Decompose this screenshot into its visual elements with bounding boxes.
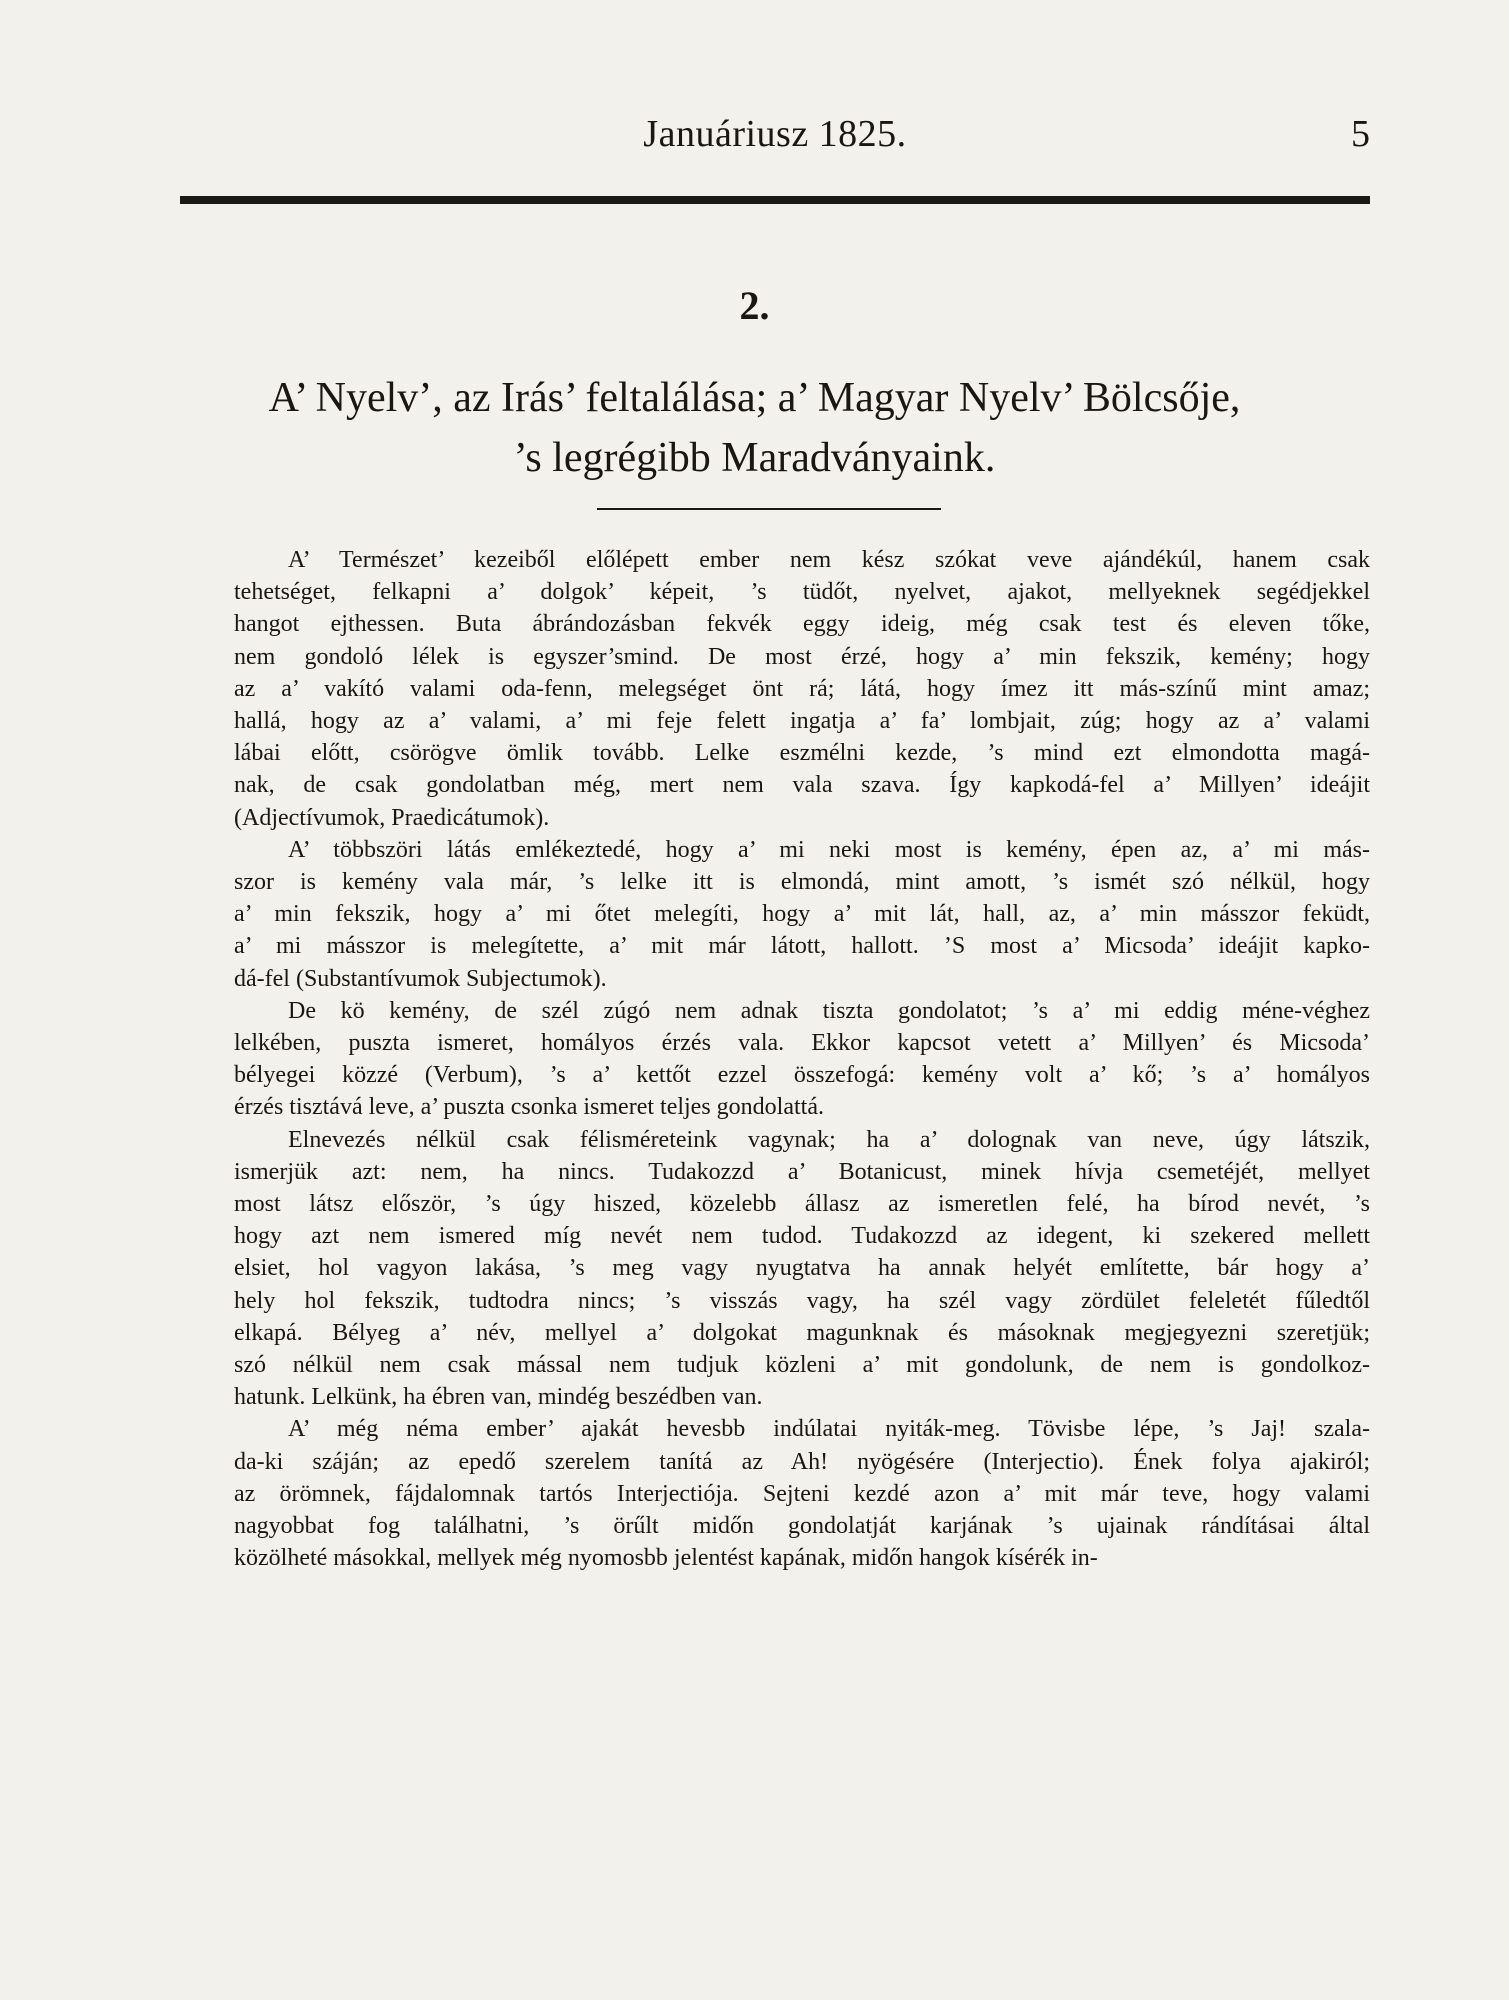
paragraph [180, 1124, 1370, 1414]
text-line: szor is kemény vala már, ’s lelke itt is elmondá, mint amott, ’s ismét szó nélkül, hogy [234, 869, 1370, 896]
text-line: az örömnek, fájdalomnak tartós Interjectiója. Sejteni kezdé azon a’ mit már teve, hogy valami [234, 1480, 1370, 1507]
text-line: (Adjectívumok, Praedicátumok). [234, 804, 550, 831]
text-line: érzés tisztává leve, a’ puszta csonka ismeret teljes gondolattá. [234, 1094, 824, 1121]
text-line: hangot ejthessen. Buta ábrándozásban fekvék eggy ideig, még csak test és eleven tőke, [234, 611, 1370, 638]
article-title-line-1: A’ Nyelv’, az Irás’ feltalálása; a’ Magyar Nyelv’ Bölcsője, [268, 375, 1241, 421]
text-line: a’ mi másszor is melegítette, a’ mit már látott, hallott. ’S most a’ Micsoda’ ideájit kapko- [234, 933, 1370, 960]
running-head [180, 112, 1370, 162]
paragraph [180, 1413, 1370, 1574]
text-line: ismerjük azt: nem, ha nincs. Tudakozzd a’ Botanicust, minek hívja csemetéjét, mellyet [234, 1158, 1370, 1185]
text-line: most látsz először, ’s úgy hiszed, közelebb állasz az ismeretlen felé, ha bírod nevét, ’s [234, 1191, 1370, 1218]
paragraph [180, 834, 1370, 995]
text-line: hallá, hogy az a’ valami, a’ mi feje felett ingatja a’ fa’ lombjait, zúg; hogy az a’ valami [234, 708, 1370, 735]
text-line: közölheté másokkal, mellyek még nyomosbb jelentést kapának, midőn hangok kísérék in- [234, 1545, 1098, 1572]
text-line: da-ki száján; az epedő szerelem tanítá az Ah! nyögésére (Interjectio). Ének folya ajakiról; [234, 1448, 1370, 1475]
text-line: Elnevezés nélkül csak félisméreteink vagynak; ha a’ dolognak van neve, úgy látszik, [288, 1126, 1370, 1153]
page-number: 5 [1351, 113, 1370, 155]
text-line: szó nélkül nem csak mással nem tudjuk közleni a’ mit gondolunk, de nem is gondolkoz- [234, 1352, 1370, 1379]
text-line: nem gondoló lélek is egyszer’smind. De most érzé, hogy a’ min fekszik, kemény; hogy [234, 643, 1370, 670]
text-line: lelkében, puszta ismeret, homályos érzés vala. Ekkor kapcsot vetett a’ Millyen’ és Micsoda’ [234, 1030, 1370, 1057]
text-line: nagyobbat fog találhatni, ’s örűlt midőn gondolatját karjának ’s ujainak rándításai által [234, 1513, 1370, 1540]
section-number: 2. [739, 283, 770, 328]
text-line: a’ min fekszik, hogy a’ mi őtet melegíti, hogy a’ mit lát, hall, az, a’ min másszor feküdt, [234, 901, 1370, 928]
text-line: lábai előtt, csörögve ömlik tovább. Lelke eszmélni kezde, ’s mind ezt elmondotta magá- [234, 740, 1370, 767]
text-line: tehetséget, felkapni a’ dolgok’ képeit, ’s tüdőt, nyelvet, ajakot, mellyeknek segédjekkel [234, 579, 1370, 606]
title-rule [597, 508, 941, 510]
article-title [150, 368, 1359, 488]
text-line: bélyegei közzé (Verbum), ’s a’ kettőt ezzel összefogá: kemény volt a’ kő; ’s a’ homályos [234, 1062, 1370, 1089]
text-line: dá-fel (Substantívumok Subjectumok). [234, 965, 607, 992]
text-line: elkapá. Bélyeg a’ név, mellyel a’ dolgokat magunknak és másoknak megjegyezni szeretjük; [234, 1319, 1370, 1346]
paragraph [180, 544, 1370, 834]
text-line: A’ még néma ember’ ajakát hevesbb indúlatai nyiták-meg. Tövisbe lépe, ’s Jaj! szala- [288, 1416, 1370, 1443]
text-line: De kö kemény, de szél zúgó nem adnak tiszta gondolatot; ’s a’ mi eddig méne-véghez [288, 997, 1370, 1024]
text-line: hatunk. Lelkünk, ha ébren van, mindég beszédben van. [234, 1384, 763, 1411]
paragraph [180, 995, 1370, 1124]
text-line: nak, de csak gondolatban még, mert nem vala szava. Így kapkodá-fel a’ Millyen’ ideájit [234, 772, 1370, 799]
article-body [180, 544, 1370, 1575]
text-line: A’ Természet’ kezeiből előlépett ember nem kész szókat veve ajándékúl, hanem csak [288, 547, 1370, 573]
text-line: A’ többszöri látás emlékeztedé, hogy a’ mi neki most is kemény, épen az, a’ mi más- [288, 836, 1370, 863]
article-title-line-2: ’s legrégibb Maradványaink. [513, 435, 996, 481]
running-title: Januáriusz 1825. [643, 113, 907, 155]
text-line: elsiet, hol vagyon lakása, ’s meg vagy nyugtatva ha annak helyét említette, bár hogy a’ [234, 1255, 1370, 1282]
header-rule [180, 196, 1370, 204]
text-line: hogy azt nem ismered míg nevét nem tudod. Tudakozzd az idegent, ki szekered mellett [234, 1223, 1370, 1250]
text-line: az a’ vakító valami oda-fenn, melegséget önt rá; látá, hogy ímez itt más-színű mint amaz; [234, 675, 1370, 702]
text-line: hely hol fekszik, tudtodra nincs; ’s visszás vagy, ha szél vagy zördület feleletét fűledtől [234, 1287, 1370, 1314]
